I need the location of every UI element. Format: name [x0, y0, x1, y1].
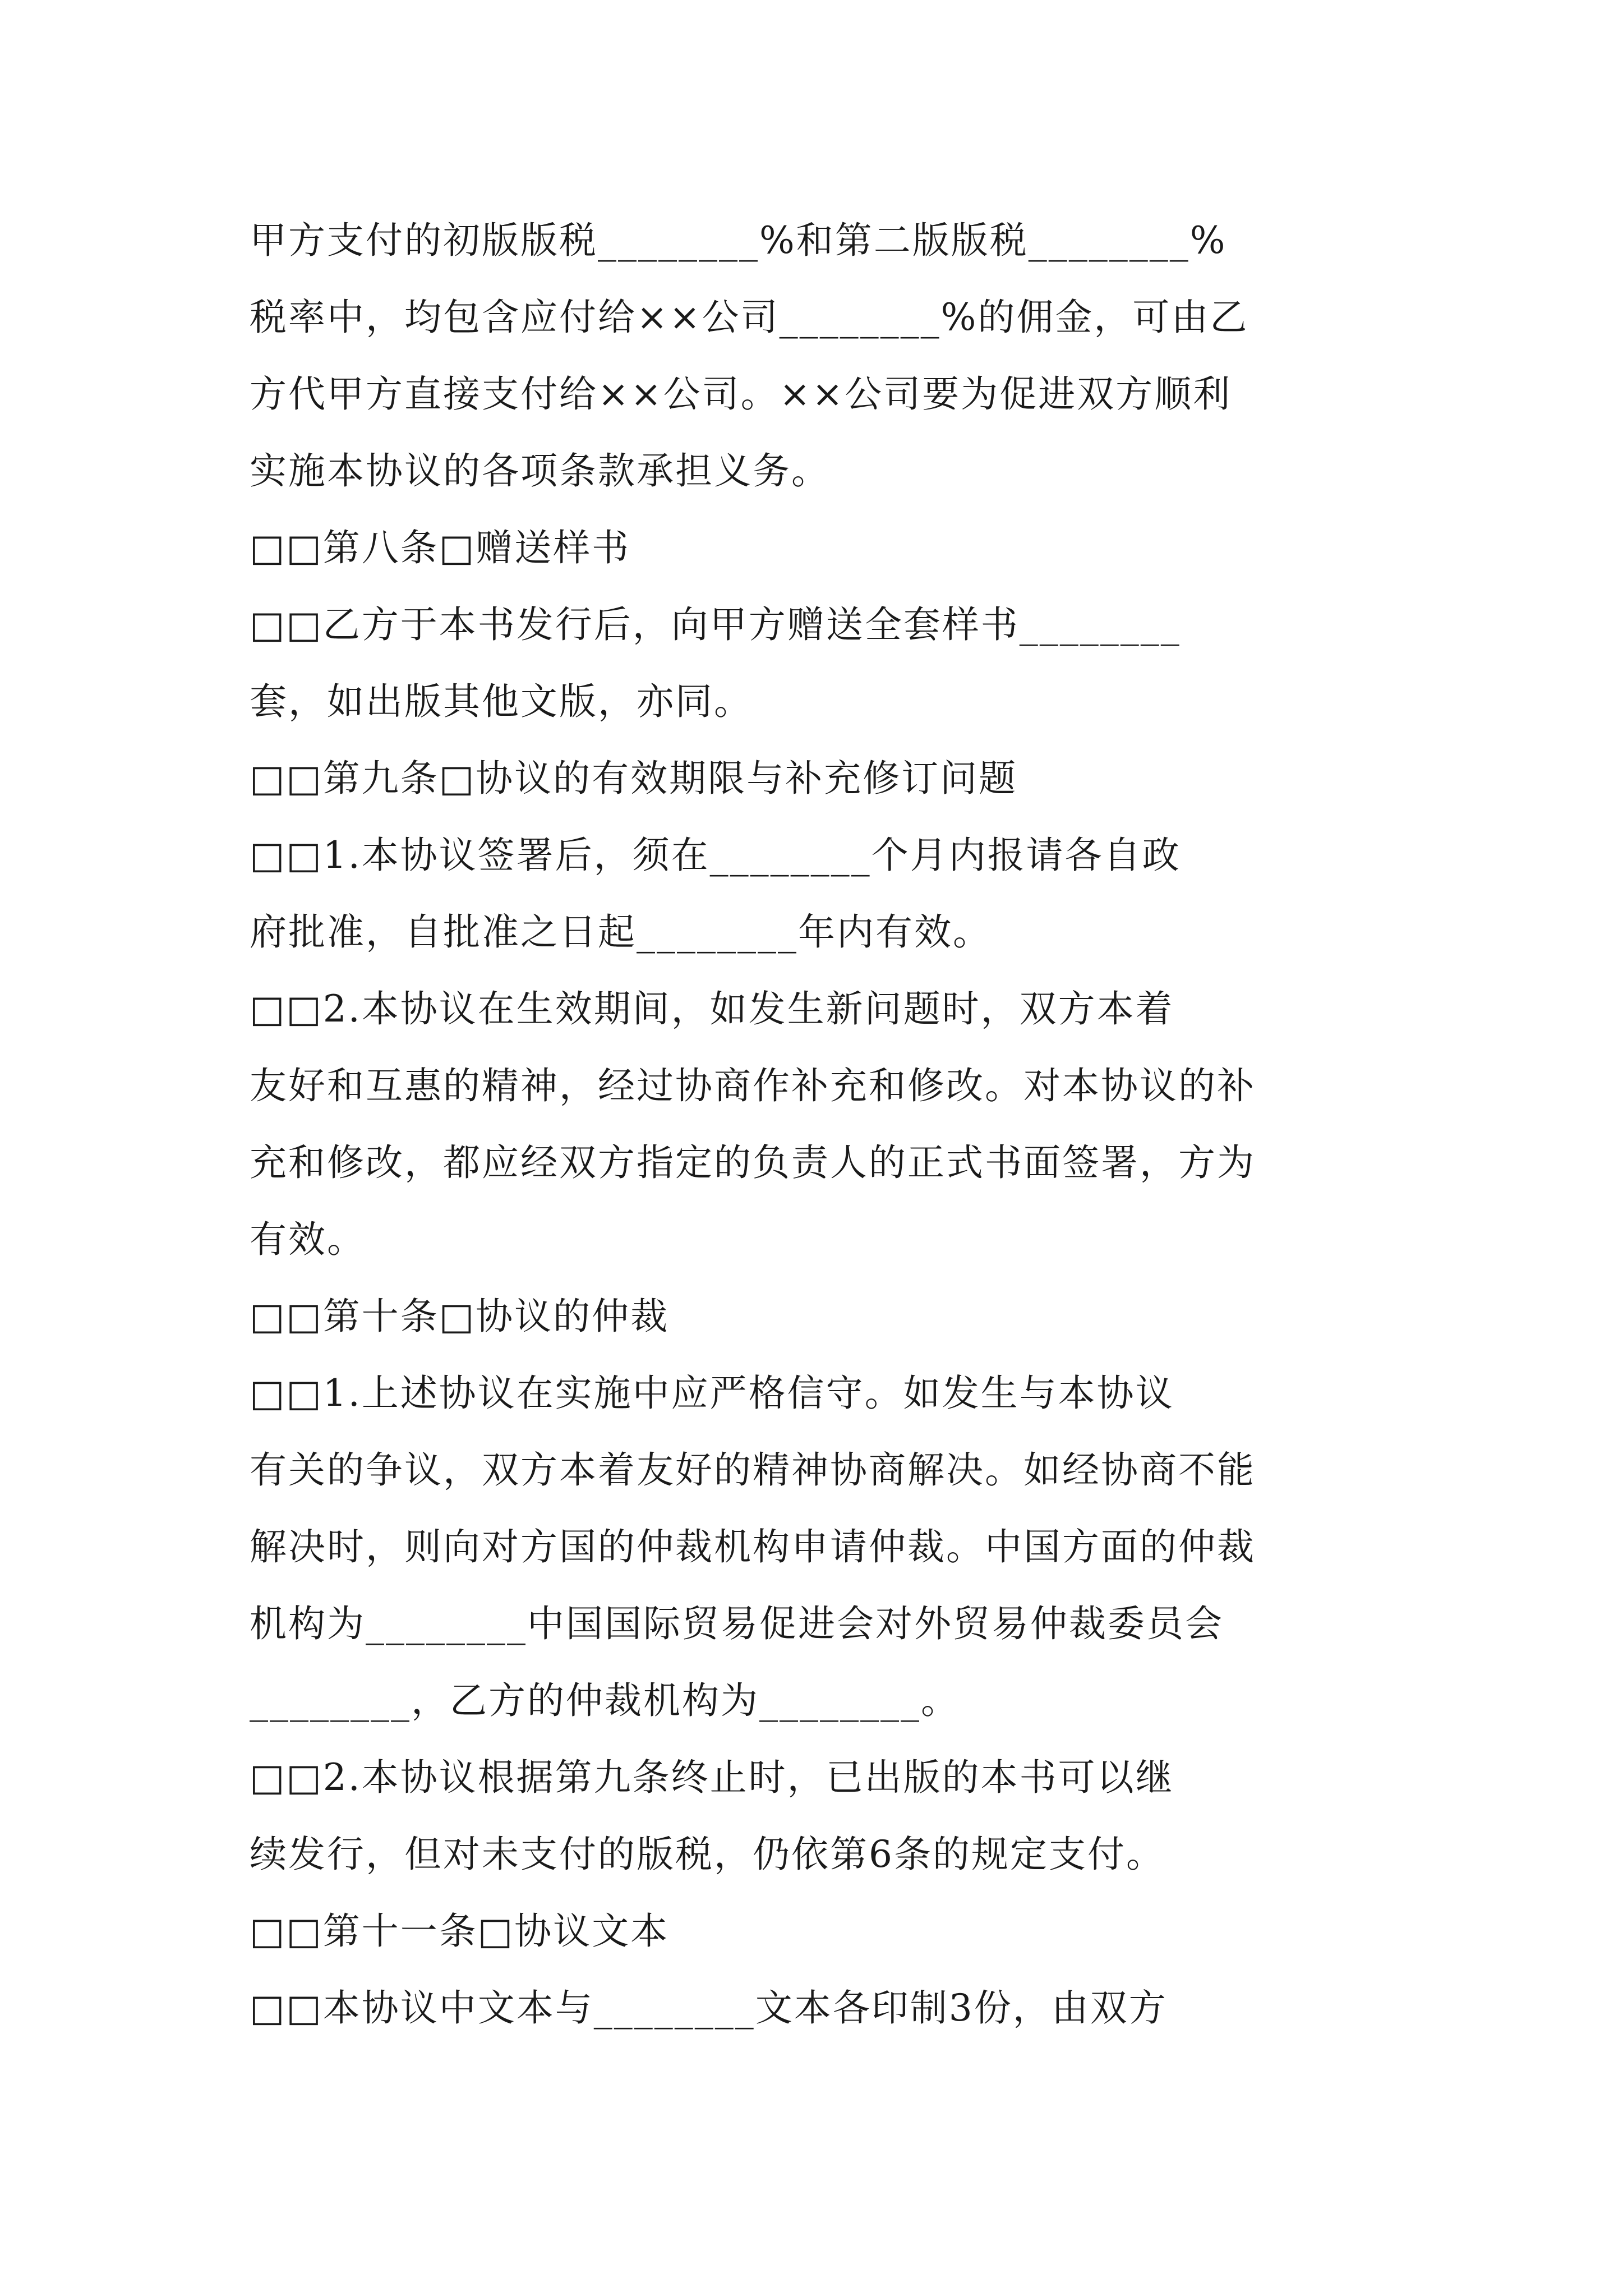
text-line: 实施本协议的各项条款承担义务。	[250, 449, 830, 493]
article-heading: □□第十一条□协议文本	[250, 1910, 670, 1953]
text-line: 机构为________中国国际贸易促进会对外贸易仲裁委员会	[250, 1602, 1224, 1645]
text-line: □□1.上述协议在实施中应严格信守。如发生与本协议	[250, 1372, 1174, 1415]
text-line: 甲方支付的初版版税________%和第二版版税________%	[250, 219, 1227, 262]
text-line: □□本协议中文本与________文本各印制3份，由双方	[250, 1986, 1168, 2030]
article-heading: □□第八条□赠送样书	[250, 526, 631, 569]
text-line: 友好和互惠的精神，经过协商作补充和修改。对本协议的补	[250, 1064, 1256, 1107]
text-line: 套，如出版其他文版，亦同。	[250, 680, 753, 723]
text-line: 解决时，则向对方国的仲裁机构申请仲裁。中国方面的仲裁	[250, 1525, 1256, 1568]
text-line: 方代甲方直接支付给××公司。××公司要为促进双方顺利	[250, 372, 1232, 416]
text-line: □□2.本协议在生效期间，如发生新问题时，双方本着	[250, 987, 1174, 1030]
article-heading: □□第九条□协议的有效期限与补充修订问题	[250, 757, 1018, 800]
document-body	[250, 202, 1388, 2046]
text-line: 税率中，均包含应付给××公司________%的佣金，可由乙	[250, 296, 1249, 339]
text-line: □□2.本协议根据第九条终止时，已出版的本书可以继	[250, 1756, 1174, 1799]
text-line: 府批准，自批准之日起________年内有效。	[250, 910, 992, 954]
text-line: □□1.本协议签署后，须在________个月内报请各自政	[250, 834, 1181, 877]
text-line: 充和修改，都应经双方指定的负责人的正式书面签署，方为	[250, 1141, 1256, 1184]
text-line: □□乙方于本书发行后，向甲方赠送全套样书________	[250, 603, 1181, 646]
text-line: 有效。	[250, 1218, 366, 1261]
text-line: 有关的争议，双方本着友好的精神协商解决。如经协商不能	[250, 1448, 1256, 1492]
article-heading: □□第十条□协议的仲裁	[250, 1295, 670, 1338]
text-line: 续发行，但对未支付的版税，仍依第6条的规定支付。	[250, 1833, 1165, 1876]
text-line: ________，乙方的仲裁机构为________。	[250, 1679, 960, 1722]
